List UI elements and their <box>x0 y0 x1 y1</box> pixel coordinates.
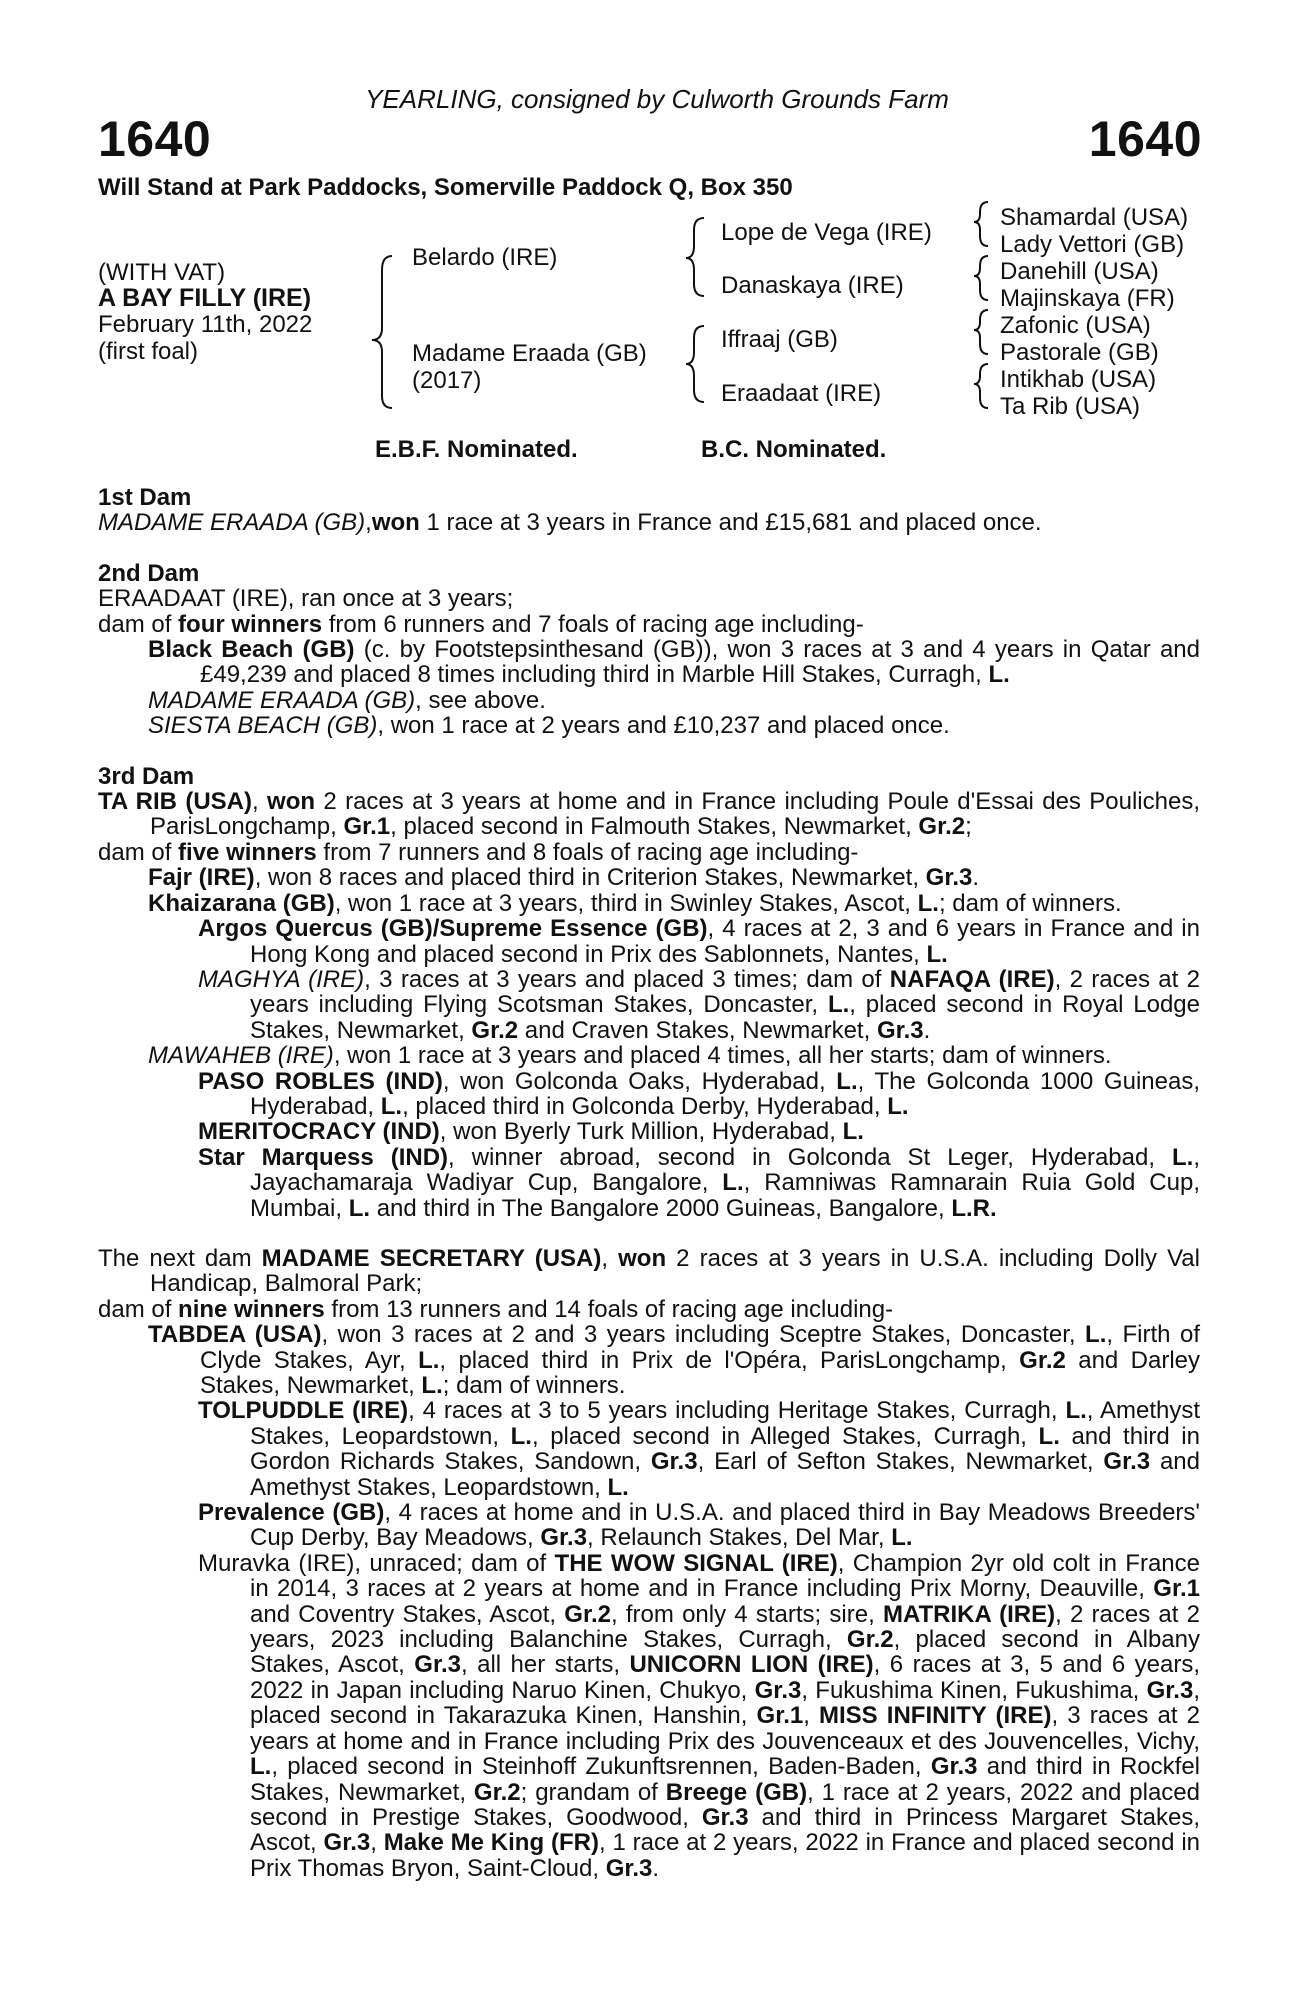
bold-text: four winners <box>178 610 323 638</box>
stand-location: Will Stand at Park Paddocks, Somerville Paddock Q, Box 350 <box>98 174 793 201</box>
pedigree-paragraph <box>98 840 1200 865</box>
bold-text: Gr.3 <box>323 1829 371 1857</box>
bold-text: MADAME SECRETARY (USA) <box>261 1244 602 1272</box>
text-run: , 4 races at 2, 3 and 6 years in France and in Hong Kong and placed second in Prix des Sablonnets, Nantes, <box>250 915 1200 968</box>
text-run: ; dam of winners. <box>938 889 1122 917</box>
text-run: 2 races at 3 years at home and in France including Poule d'Essai des Pouliches, ParisLongchamp, <box>150 788 1201 841</box>
ebf-nominated: E.B.F. Nominated. <box>375 436 578 463</box>
bold-text: Gr.1 <box>756 1702 804 1730</box>
text-run: dam of <box>98 838 179 866</box>
bold-text: Breege (GB) <box>665 1778 808 1806</box>
bold-text: Gr.2 <box>471 1016 519 1044</box>
text-run: ; <box>965 813 972 841</box>
text-run: ; grandam of <box>520 1778 666 1806</box>
bold-text: Gr.3 <box>1146 1676 1194 1704</box>
text-run: from 7 runners and 8 foals of racing age including- <box>316 838 859 866</box>
text-run: , all her starts, <box>461 1651 630 1679</box>
bold-text: Gr.3 <box>605 1854 653 1882</box>
vat-note: (WITH VAT) <box>98 259 226 286</box>
text-run: ; dam of winners. <box>442 1372 626 1399</box>
text-run: , Relaunch Stakes, Del Mar, <box>587 1524 892 1552</box>
brace-g-4 <box>974 364 988 408</box>
dam-name: Madame Eraada (GB) <box>412 340 647 367</box>
text-run: , see above. <box>415 686 546 714</box>
bold-text: MISS INFINITY (IRE) <box>819 1702 1052 1730</box>
bold-text: UNICORN LION (IRE) <box>629 1651 874 1679</box>
text-run: from 6 runners and 7 foals of racing age including- <box>322 610 864 638</box>
brace-main <box>372 256 392 408</box>
horse-name: A BAY FILLY (IRE) <box>98 284 312 312</box>
text-run: . <box>652 1854 660 1882</box>
bold-text: Star Marquess (IND) <box>198 1143 449 1171</box>
pedigree-paragraph <box>98 865 1200 890</box>
text-run: (c. by Footstepsinthesand (GB)), won 3 races at 3 and 4 years in Qatar and £49,239 and placed 8 times including third in Marble Hill Stakes, Curragh, <box>200 636 1200 689</box>
bold-text: L. <box>380 1092 403 1120</box>
text-run: Muravka (IRE), unraced; dam of <box>198 1549 555 1577</box>
text-run: , 2 races at 2 years, 2023 including Balanchine Stakes, Curragh, <box>250 1600 1201 1654</box>
bold-text: THE WOW SIGNAL (IRE) <box>554 1549 838 1577</box>
pedigree-paragraph <box>98 713 1200 738</box>
pedigree-paragraph <box>98 1398 1200 1500</box>
third-dam-heading: 3rd Dam <box>98 762 195 790</box>
text-run: , 1 race at 2 years, 2022 and placed second in Prestige Stakes, Goodwood, <box>250 1778 1200 1831</box>
horse-dob: February 11th, 2022 <box>98 311 313 338</box>
brace-g-2 <box>974 256 988 300</box>
text-run: from 13 runners and 14 foals of racing age including- <box>324 1295 894 1323</box>
pedigree-paragraph <box>98 1069 1200 1120</box>
bold-text: MATRIKA (IRE) <box>882 1600 1056 1628</box>
text-run: , from only 4 starts; sire, <box>611 1600 883 1628</box>
pedigree-paragraph <box>98 1119 1200 1144</box>
bold-text: L. <box>421 1372 443 1399</box>
text-run: , Fukushima Kinen, Fukushima, <box>801 1676 1147 1704</box>
text-run: , won 1 race at 3 years and placed 4 times, all her starts; dam of winners. <box>333 1042 1112 1070</box>
bold-text: PASO ROBLES (IND) <box>198 1067 443 1095</box>
brace-g-1 <box>974 202 988 246</box>
horse-foal-note: (first foal) <box>98 338 199 365</box>
text-run: , placed third in Golconda Derby, Hyderabad, <box>402 1092 888 1120</box>
pedigree-paragraph <box>98 916 1200 967</box>
bold-text: Gr.2 <box>473 1778 521 1806</box>
italic-text: MAGHYA (IRE) <box>198 965 365 993</box>
text-run: , 4 races at home and in U.S.A. and placed third in Bay Meadows Breeders' Cup Derby, Bay Meadows, <box>250 1499 1200 1552</box>
text-run: , <box>370 1829 384 1857</box>
bold-text: L. <box>250 1753 272 1781</box>
text-run: , won Byerly Turk Million, Hyderabad, <box>439 1118 843 1146</box>
text-run: , placed second in Falmouth Stakes, Newmarket, <box>390 813 919 841</box>
bold-text: L. <box>891 1524 913 1552</box>
bold-text: Black Beach (GB) <box>148 636 355 664</box>
text-run: ERAADAAT (IRE), ran once at 3 years; <box>98 585 514 613</box>
dam-year: (2017) <box>412 367 482 394</box>
pedigree-paragraph <box>98 1322 1200 1398</box>
bold-text: L. <box>1038 1422 1060 1450</box>
bold-text: won <box>267 788 316 816</box>
text-run: , won Golconda Oaks, Hyderabad, <box>442 1067 837 1095</box>
text-run: and Craven Stakes, Newmarket, <box>518 1016 877 1044</box>
bold-text: Gr.3 <box>650 1448 698 1476</box>
bold-text: Gr.3 <box>540 1524 588 1552</box>
bc-nominated: B.C. Nominated. <box>701 436 887 463</box>
dam-sire-name: Iffraaj (GB) <box>721 326 838 353</box>
bold-text: L. <box>842 1118 864 1146</box>
bold-text: Gr.2 <box>846 1626 894 1654</box>
bold-text: L. <box>988 661 1010 689</box>
text-run: , Ramniwas Ramnarain Ruia Gold Cup, Mumbai, <box>250 1169 1200 1222</box>
bold-text: NAFAQA (IRE) <box>889 965 1055 993</box>
text-run: , placed second in Albany Stakes, Ascot, <box>250 1626 1200 1679</box>
bold-text: won <box>371 509 420 537</box>
text-run: , <box>252 788 268 816</box>
text-run: and third in The Bangalore 2000 Guineas, Bangalore, <box>370 1194 952 1222</box>
brace-dam <box>686 326 704 402</box>
bold-text: Make Me King (FR) <box>383 1829 599 1857</box>
text-run: , 1 race at 2 years, 2022 in France and placed second in Prix Thomas Bryon, Saint-Cloud, <box>250 1829 1200 1882</box>
bold-text: Gr.3 <box>876 1016 924 1044</box>
sire-name: Belardo (IRE) <box>412 244 558 271</box>
dam-dam-name: Eraadaat (IRE) <box>721 380 882 407</box>
pedigree-paragraph <box>98 1043 1200 1068</box>
text-run: , winner abroad, second in Golconda St Leger, Hyderabad, <box>448 1143 1172 1171</box>
pedigree-paragraph <box>98 789 1200 840</box>
bold-text: L. <box>607 1473 629 1501</box>
italic-text: MADAME ERAADA (GB) <box>148 686 416 714</box>
bold-text: Gr.1 <box>1153 1575 1200 1603</box>
text-run: , <box>365 509 372 537</box>
next-dam-section <box>98 1246 1200 1881</box>
lot-number-right: 1640 <box>1088 111 1202 167</box>
text-run: , placed second in Royal Lodge Stakes, Newmarket, <box>250 991 1200 1044</box>
bold-text: TA RIB (USA) <box>98 788 253 816</box>
bold-text: L. <box>887 1092 909 1120</box>
text-run: , Jayachamaraja Wadiyar Cup, Bangalore, <box>250 1143 1200 1197</box>
second-dam-heading: 2nd Dam <box>98 559 200 587</box>
text-run: , Earl of Sefton Stakes, Newmarket, <box>697 1448 1104 1476</box>
text-run: dam of <box>98 610 179 638</box>
brace-g-3 <box>974 310 988 354</box>
brace-sire <box>686 218 704 296</box>
pedigree-paragraph <box>98 1246 1200 1297</box>
bold-text: Gr.3 <box>930 1753 978 1781</box>
text-run: , 3 races at 2 years at home and in France including Prix des Jouvenceaux et des Jouvencelles, Vichy, <box>250 1702 1200 1755</box>
pedigree-paragraph <box>98 637 1200 688</box>
bold-text: Gr.3 <box>414 1651 461 1679</box>
text-run: , won 3 races at 2 and 3 years including Sceptre Stakes, Doncaster, <box>321 1321 1086 1349</box>
text-run: , Champion 2yr old colt in France in 2014, 3 races at 2 years at home and in France including Prix Morny, Deauville, <box>250 1549 1201 1603</box>
text-run: , 6 races at 3, 5 and 6 years, 2022 in Japan including Naruo Kinen, Chukyo, <box>250 1651 1201 1704</box>
pedigree-paragraph <box>98 1297 1200 1322</box>
bold-text: L. <box>1065 1397 1087 1425</box>
bold-text: L. <box>510 1422 532 1450</box>
italic-text: MAWAHEB (IRE) <box>148 1042 334 1070</box>
text-run: , <box>601 1244 619 1272</box>
pedigree-paragraph <box>98 586 1200 611</box>
bold-text: Khaizarana (GB) <box>148 889 335 917</box>
pedigree-paragraph <box>98 688 1200 713</box>
pedigree-paragraph <box>98 612 1200 637</box>
ancestor-4: Majinskaya (FR) <box>1000 285 1175 312</box>
text-run: , 4 races at 3 to 5 years including Heritage Stakes, Curragh, <box>408 1397 1066 1425</box>
text-run: , 2 races at 2 years including Flying Scotsman Stakes, Doncaster, <box>250 965 1201 1019</box>
second-dam-section <box>98 586 1200 738</box>
text-run: 2 races at 3 years in U.S.A. including Dolly Val Handicap, Balmoral Park; <box>150 1244 1200 1298</box>
ancestor-2: Lady Vettori (GB) <box>1000 231 1185 258</box>
pedigree-paragraph <box>98 1551 1200 1881</box>
ancestor-7: Intikhab (USA) <box>1000 366 1157 393</box>
bold-text: L. <box>917 889 939 917</box>
bold-text: TABDEA (USA) <box>148 1321 322 1349</box>
bold-text: Gr.1 <box>343 813 391 841</box>
bold-text: Argos Quercus (GB)/Supreme Essence (GB) <box>198 915 708 943</box>
text-run: , Amethyst Stakes, Leopardstown, <box>250 1397 1201 1450</box>
text-run: , placed second in Steinhoff Zukunftsrennen, Baden-Baden, <box>271 1753 931 1781</box>
pedigree-paragraph <box>98 1145 1200 1221</box>
text-run: , <box>803 1702 820 1730</box>
text-run: 1 race at 3 years in France and £15,681 and placed once. <box>419 509 1042 537</box>
text-run: . <box>972 864 980 892</box>
bold-text: Prevalence (GB) <box>198 1499 385 1527</box>
bold-text: L. <box>836 1067 858 1095</box>
bold-text: Gr.3 <box>701 1803 749 1831</box>
third-dam-section <box>98 789 1200 1221</box>
text-run: and Darley Stakes, Newmarket, <box>200 1346 1200 1399</box>
first-dam-section <box>98 510 1200 535</box>
text-run: and Amethyst Stakes, Leopardstown, <box>250 1448 1200 1501</box>
bold-text: Gr.3 <box>1103 1448 1151 1476</box>
text-run: , won 1 race at 3 years, third in Swinley Stakes, Ascot, <box>334 889 918 917</box>
first-dam-heading: 1st Dam <box>98 484 192 511</box>
bold-text: five winners <box>178 838 317 866</box>
text-run: , placed second in Takarazuka Kinen, Hanshin, <box>250 1676 1200 1730</box>
italic-text: MADAME ERAADA (GB) <box>98 509 366 537</box>
bold-text: Gr.3 <box>925 864 973 892</box>
ancestor-8: Ta Rib (USA) <box>1000 393 1141 420</box>
text-run: , placed second in Alleged Stakes, Curragh, <box>531 1422 1039 1450</box>
bold-text: Gr.2 <box>1019 1346 1066 1374</box>
ancestor-5: Zafonic (USA) <box>1000 312 1151 339</box>
ancestor-1: Shamardal (USA) <box>1000 204 1189 231</box>
bold-text: L.R. <box>951 1194 997 1222</box>
italic-text: SIESTA BEACH (GB) <box>148 712 378 740</box>
pedigree-paragraph <box>98 891 1200 916</box>
bold-text: nine winners <box>178 1295 325 1323</box>
bold-text: TOLPUDDLE (IRE) <box>198 1397 409 1425</box>
text-run: , 3 races at 3 years and placed 3 times; dam of <box>364 965 890 993</box>
bold-text: L. <box>418 1346 440 1374</box>
text-run: , won 1 race at 2 years and £10,237 and placed once. <box>377 712 950 740</box>
bold-text: won <box>618 1244 667 1272</box>
sire-sire-name: Lope de Vega (IRE) <box>721 219 932 246</box>
text-run: , won 8 races and placed third in Criterion Stakes, Newmarket, <box>254 864 926 892</box>
text-run: , placed third in Prix de l'Opéra, ParisLongchamp, <box>439 1346 1020 1374</box>
text-run: and Coventry Stakes, Ascot, <box>250 1600 565 1628</box>
ancestor-6: Pastorale (GB) <box>1000 339 1159 366</box>
pedigree-paragraph <box>98 1500 1200 1551</box>
bold-text: L. <box>348 1194 371 1222</box>
bold-text: MERITOCRACY (IND) <box>198 1118 440 1146</box>
text-run: and third in Gordon Richards Stakes, Sandown, <box>250 1422 1200 1476</box>
lot-number-left: 1640 <box>98 111 212 167</box>
bold-text: L. <box>926 940 948 968</box>
text-run: and third in Rockfel Stakes, Newmarket, <box>250 1753 1200 1806</box>
bold-text: Gr.2 <box>564 1600 611 1628</box>
text-run: . <box>923 1016 931 1044</box>
text-run: , Firth of Clyde Stakes, Ayr, <box>200 1321 1200 1374</box>
dam-record <box>98 485 1200 1881</box>
bold-text: Fajr (IRE) <box>148 864 255 892</box>
ancestor-3: Danehill (USA) <box>1000 258 1159 285</box>
bold-text: L. <box>827 991 850 1019</box>
text-run: The next dam <box>98 1244 262 1272</box>
bold-text: L. <box>1172 1143 1194 1171</box>
bold-text: Gr.3 <box>754 1676 802 1704</box>
pedigree-paragraph <box>98 967 1200 1043</box>
bold-text: L. <box>1085 1321 1107 1349</box>
pedigree-paragraph <box>98 510 1200 535</box>
bold-text: Gr.2 <box>918 813 966 841</box>
text-run: , The Golconda 1000 Guineas, Hyderabad, <box>250 1067 1200 1120</box>
bold-text: L. <box>722 1169 744 1197</box>
consignment-line: YEARLING, consigned by Culworth Grounds Farm <box>365 84 949 114</box>
text-run: dam of <box>98 1295 179 1323</box>
text-run: and third in Princess Margaret Stakes, Ascot, <box>250 1803 1200 1857</box>
sire-dam-name: Danaskaya (IRE) <box>721 272 904 299</box>
